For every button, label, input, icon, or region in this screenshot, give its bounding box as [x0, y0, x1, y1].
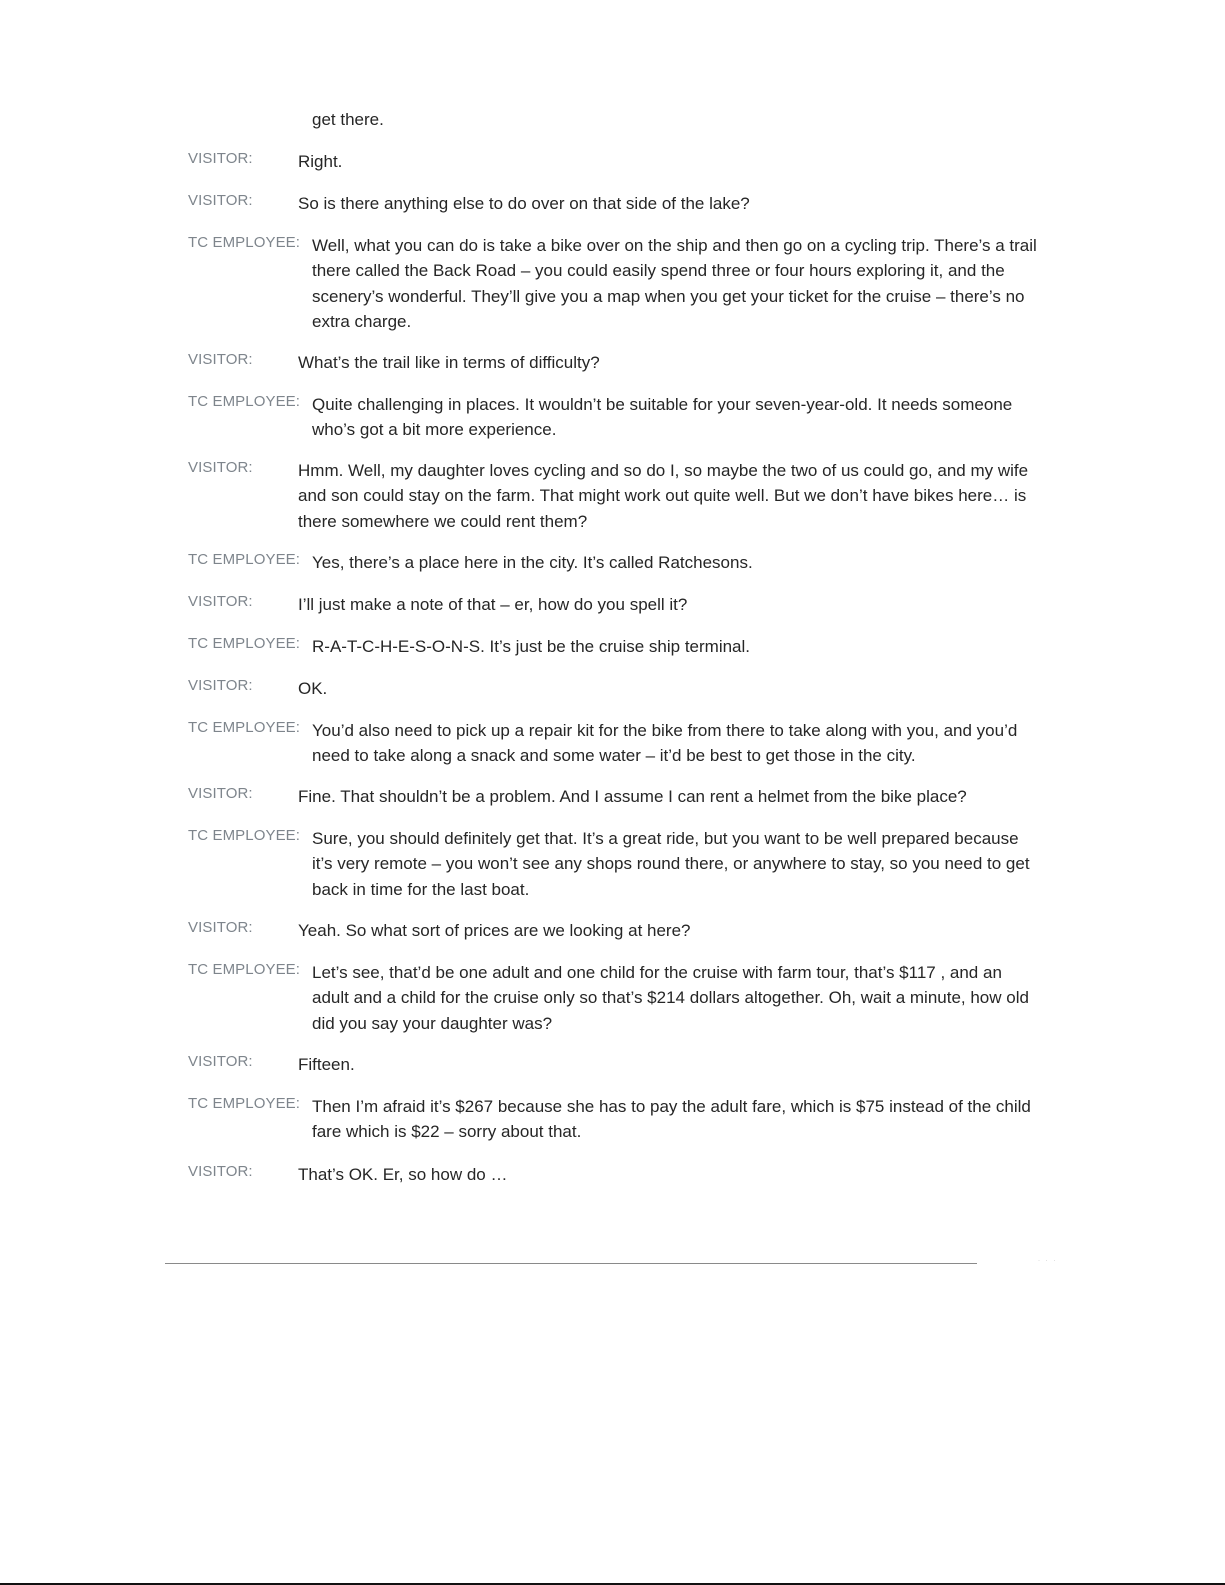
- dialogue-text: Fine. That shouldn’t be a problem. And I assume I can rent a helmet from the bike place?: [298, 787, 967, 806]
- speaker-label: VISITOR:: [188, 1053, 253, 1070]
- speaker-label: VISITOR:: [188, 677, 253, 694]
- speaker-label: TC EMPLOYEE:: [188, 827, 301, 844]
- dialogue-text: Hmm. Well, my daughter loves cycling and so do I, so maybe the two of us could go, and my wife and son could stay on the farm. That might work out quite well. But we don’t have bikes here… is there somewhere we could rent them?: [298, 461, 1029, 531]
- speaker-label: VISITOR:: [188, 192, 253, 209]
- speaker-label: TC EMPLOYEE:: [188, 551, 301, 568]
- dialogue-text: Let’s see, that’d be one adult and one child for the cruise with farm tour, that’s $117 , and an adult and a child for the cruise only so that’s $214 dollars altogether. Oh, wait a minute, how old did you say your daughter was?: [312, 963, 1029, 1033]
- speaker-label: VISITOR:: [188, 593, 253, 610]
- speaker-label: VISITOR:: [188, 150, 253, 167]
- speaker-label: TC EMPLOYEE:: [188, 635, 301, 652]
- dialogue-text: Yes, there’s a place here in the city. It’s called Ratchesons.: [312, 553, 753, 572]
- speaker-label: VISITOR:: [188, 1163, 253, 1180]
- dialogue-text: Right.: [298, 152, 343, 171]
- speaker-label: TC EMPLOYEE:: [188, 234, 301, 251]
- speaker-label: VISITOR:: [188, 459, 253, 476]
- dialogue-text: Then I’m afraid it’s $267 because she has to pay the adult fare, which is $75 instead of the child fare which is $22 – sorry about that.: [312, 1097, 1031, 1142]
- speaker-label: TC EMPLOYEE:: [188, 1095, 301, 1112]
- speaker-label: VISITOR:: [188, 919, 253, 936]
- dialogue-text: R-A-T-C-H-E-S-O-N-S. It’s just be the cruise ship terminal.: [312, 637, 750, 656]
- footer-divider: [165, 1263, 977, 1264]
- dialogue-text: Yeah. So what sort of prices are we looking at here?: [298, 921, 691, 940]
- dialogue-text: OK.: [298, 679, 328, 698]
- speaker-label: VISITOR:: [188, 785, 253, 802]
- dialogue-text: Well, what you can do is take a bike over on the ship and then go on a cycling trip. There’s a trail there called the Back Road – you could easily spend three or four hours exploring it, and the scenery’s wonderful. They’ll give you a map when you get your ticket for the cruise – there’s no extra charge.: [312, 236, 1037, 331]
- speaker-label: TC EMPLOYEE:: [188, 719, 301, 736]
- dialogue-text: You’d also need to pick up a repair kit for the bike from there to take along with you, and you’d need to take along a snack and some water – it’d be best to get those in the city.: [312, 721, 1018, 766]
- dialogue-text: I’ll just make a note of that – er, how do you spell it?: [298, 595, 688, 614]
- dialogue-text: That’s OK. Er, so how do …: [298, 1165, 508, 1184]
- dialogue-text: Quite challenging in places. It wouldn’t be suitable for your seven-year-old. It needs someone who’s got a bit more experience.: [312, 395, 1013, 440]
- dialogue-text: Fifteen.: [298, 1055, 355, 1074]
- dialogue-text: get there.: [312, 110, 384, 129]
- dialogue-text: Sure, you should definitely get that. It’s a great ride, but you want to be well prepared because it’s very remote – you won’t see any shops round there, or anywhere to stay, so you need to get back in time for the last boat.: [312, 829, 1030, 899]
- speaker-label: TC EMPLOYEE:: [188, 961, 301, 978]
- speaker-label: VISITOR:: [188, 351, 253, 368]
- dialogue-text: What’s the trail like in terms of difficulty?: [298, 353, 600, 372]
- dialogue-text: So is there anything else to do over on that side of the lake?: [298, 194, 750, 213]
- footer-decoration: · · ·: [1038, 1258, 1058, 1264]
- speaker-label: TC EMPLOYEE:: [188, 393, 301, 410]
